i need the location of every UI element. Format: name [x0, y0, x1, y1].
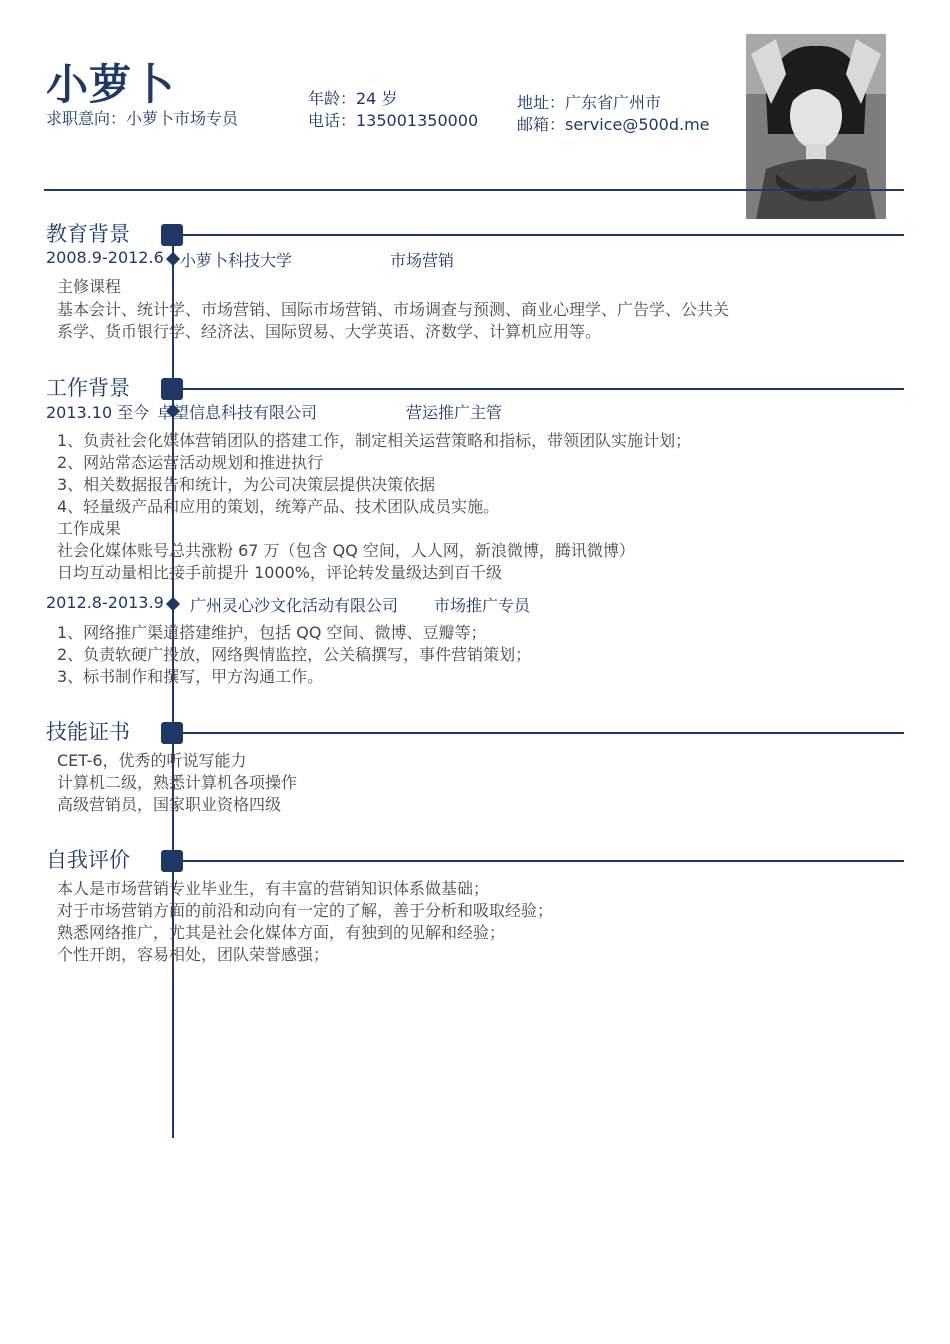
- section-title-skills: 技能证书: [46, 720, 130, 744]
- profile-photo: [746, 34, 886, 219]
- courses-text: 系学、货币银行学、经济法、国际贸易、大学英语、济数学、计算机应用等。: [57, 322, 602, 341]
- entry-marker: [166, 252, 180, 266]
- job-period: 2012.8-2013.9: [46, 593, 164, 612]
- email-text: 邮箱：service@500d.me: [517, 115, 710, 134]
- job-period: 2013.10 至今: [46, 403, 150, 422]
- courses-label: 主修课程: [57, 277, 122, 296]
- job-detail-line: 工作成果: [57, 519, 122, 538]
- job-detail-line: 1、负责社会化媒体营销团队的搭建工作，制定相关运营策略和指标，带领团队实施计划；: [57, 431, 692, 450]
- section-marker: [161, 722, 183, 744]
- section-marker: [161, 378, 183, 400]
- candidate-name: 小萝卜: [46, 60, 176, 109]
- job-detail-line: 2、网站常态运营活动规划和推进执行: [57, 453, 324, 472]
- self-eval-line: 熟悉网络推广，尤其是社会化媒体方面，有独到的见解和经验；: [57, 923, 506, 942]
- section-marker: [161, 224, 183, 246]
- job-company: 卓望信息科技有限公司: [157, 403, 318, 422]
- section-divider: [183, 732, 904, 734]
- skill-line: 计算机二级，熟悉计算机各项操作: [57, 773, 298, 792]
- header-divider: [44, 189, 904, 191]
- self-eval-line: 个性开朗，容易相处，团队荣誉感强；: [57, 945, 330, 964]
- section-title-self-eval: 自我评价: [46, 848, 130, 872]
- courses-text: 基本会计、统计学、市场营销、国际市场营销、市场调查与预测、商业心理学、广告学、公共关: [57, 300, 730, 319]
- phone-text: 电话：135001350000: [308, 111, 479, 130]
- job-position: 市场推广专员: [434, 596, 531, 615]
- section-divider: [183, 860, 904, 862]
- section-title-work: 工作背景: [46, 376, 130, 400]
- job-detail-line: 1、网络推广渠道搭建维护，包括 QQ 空间、微博、豆瓣等；: [57, 623, 487, 642]
- age-text: 年龄：24 岁: [308, 89, 398, 108]
- job-objective: 求职意向：小萝卜市场专员: [46, 109, 239, 128]
- job-position: 营运推广主管: [406, 403, 503, 422]
- job-detail-line: 3、标书制作和撰写，甲方沟通工作。: [57, 667, 324, 686]
- section-title-education: 教育背景: [46, 222, 130, 246]
- job-company: 广州灵心沙文化活动有限公司: [190, 596, 399, 615]
- self-eval-line: 本人是市场营销专业毕业生，有丰富的营销知识体系做基础；: [57, 879, 490, 898]
- education-period: 2008.9-2012.6: [46, 248, 164, 267]
- section-divider: [183, 234, 904, 236]
- address-text: 地址：广东省广州市: [517, 93, 662, 112]
- job-detail-line: 社会化媒体账号总共涨粉 67 万（包含 QQ 空间，人人网，新浪微博，腾讯微博）: [57, 541, 635, 560]
- self-eval-line: 对于市场营销方面的前沿和动向有一定的了解，善于分析和吸取经验；: [57, 901, 554, 920]
- education-major: 市场营销: [390, 251, 455, 270]
- job-detail-line: 4、轻量级产品和应用的策划，统筹产品、技术团队成员实施。: [57, 497, 500, 516]
- job-detail-line: 3、相关数据报告和统计，为公司决策层提供决策依据: [57, 475, 436, 494]
- job-detail-line: 2、负责软硬广投放，网络舆情监控，公关稿撰写，事件营销策划；: [57, 645, 532, 664]
- skill-line: CET-6，优秀的听说写能力: [57, 751, 247, 770]
- job-detail-line: 日均互动量相比接手前提升 1000%，评论转发量级达到百千级: [57, 563, 503, 582]
- section-marker: [161, 850, 183, 872]
- entry-marker: [166, 597, 180, 611]
- section-divider: [183, 388, 904, 390]
- skill-line: 高级营销员，国家职业资格四级: [57, 795, 282, 814]
- education-school: 小萝卜科技大学: [180, 251, 293, 270]
